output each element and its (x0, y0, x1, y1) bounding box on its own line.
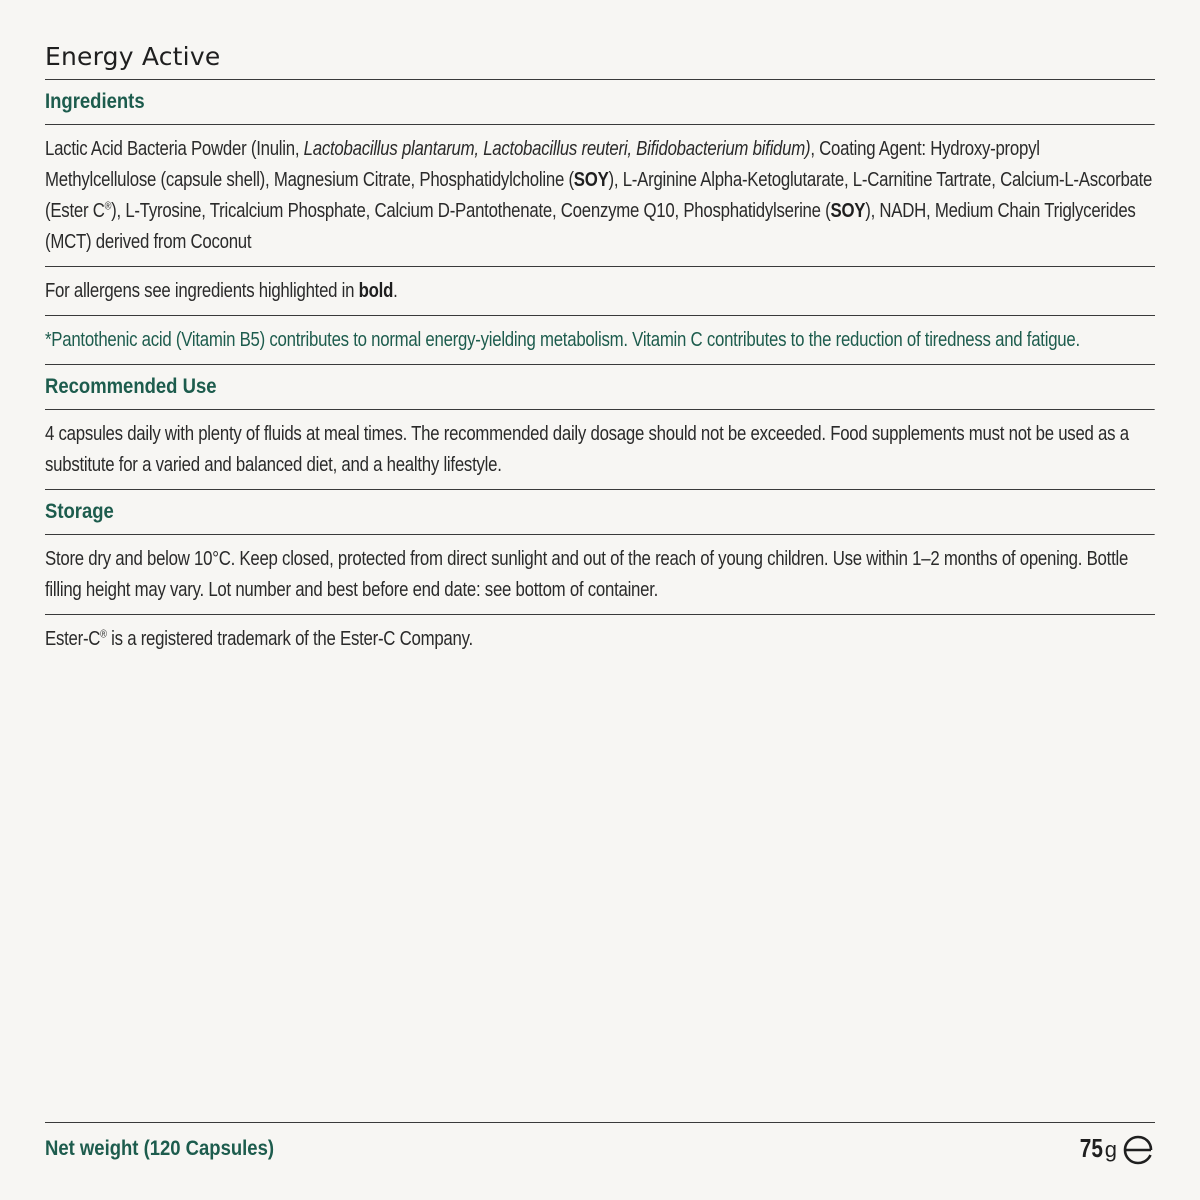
ingredient-part: ), L-Arginine Alpha-Ketoglutarate, L-Carnitine Tartrate, Calcium-L-Ascorbate (Ester C (45, 169, 1153, 222)
allergen-soy: SOY (830, 200, 866, 222)
storage-heading: Storage (45, 490, 1155, 535)
recommended-use-heading: Recommended Use (45, 365, 1155, 410)
ingredients-text (45, 134, 1155, 258)
ingredient-part: ), L-Tyrosine, Tricalcium Phosphate, Calcium D-Pantothenate, Coenzyme Q10, Phosphatidylserine ( (111, 200, 831, 222)
net-weight-label: Net weight (120 Capsules) (45, 1137, 275, 1160)
net-weight-value (1074, 1133, 1155, 1167)
health-claims (45, 316, 1155, 365)
estimated-sign-icon (1121, 1133, 1155, 1167)
allergens-note (45, 267, 1155, 316)
storage-section (45, 535, 1155, 615)
ingredients-heading: Ingredients (45, 80, 1155, 125)
allergens-text (45, 276, 1155, 307)
registered-mark: ® (100, 628, 107, 641)
trademark-prefix: Ester-C (45, 628, 101, 650)
ingredient-part-italic: Lactobacillus plantarum, Lactobacillus reuteri, Bifidobacterium bifidum) (303, 138, 811, 160)
allergen-soy: SOY (573, 169, 609, 191)
trademark-text (45, 624, 1155, 655)
label-page (45, 40, 1155, 663)
health-claims-text: *Pantothenic acid (Vitamin B5) contributes to normal energy-yielding metabolism. Vitamin C contributes to the reduction of tiredness and fatigue. (45, 329, 1080, 351)
recommended-use-section (45, 410, 1155, 490)
net-weight-unit: g (1104, 1137, 1117, 1162)
net-weight-number: 75 (1079, 1133, 1103, 1163)
allergens-suffix: . (393, 280, 398, 302)
ingredients-section (45, 125, 1155, 267)
product-title: Energy Active (45, 40, 1155, 80)
ingredient-part: ), NADH, Medium Chain Triglycerides (MCT) derived from Coconut (45, 200, 1136, 253)
ingredient-part: Lactic Acid Bacteria Powder (Inulin, (45, 138, 304, 160)
trademark-note (45, 615, 1155, 663)
storage-text: Store dry and below 10°C. Keep closed, protected from direct sunlight and out of the reach of young children. Use within 1–2 months of opening. Bottle filling height may vary. Lot number and best before end date: see bottom of container. (45, 548, 1129, 601)
trademark-suffix: is a registered trademark of the Ester-C Company. (106, 628, 473, 650)
allergens-bold-word: bold (358, 280, 394, 302)
allergens-prefix: For allergens see ingredients highlighted in (45, 280, 359, 302)
net-weight-footer (45, 1122, 1155, 1183)
registered-mark: ® (104, 200, 112, 213)
recommended-use-text: 4 capsules daily with plenty of fluids at meal times. The recommended daily dosage should not be exceeded. Food supplements must not be used as a substitute for a varied and balanced diet, and a healthy lifestyle. (45, 423, 1129, 476)
ingredient-part: , Coating Agent: Hydroxy-propyl Methylcellulose (capsule shell), Magnesium Citrate, Phosphatidylcholine ( (45, 138, 1040, 191)
